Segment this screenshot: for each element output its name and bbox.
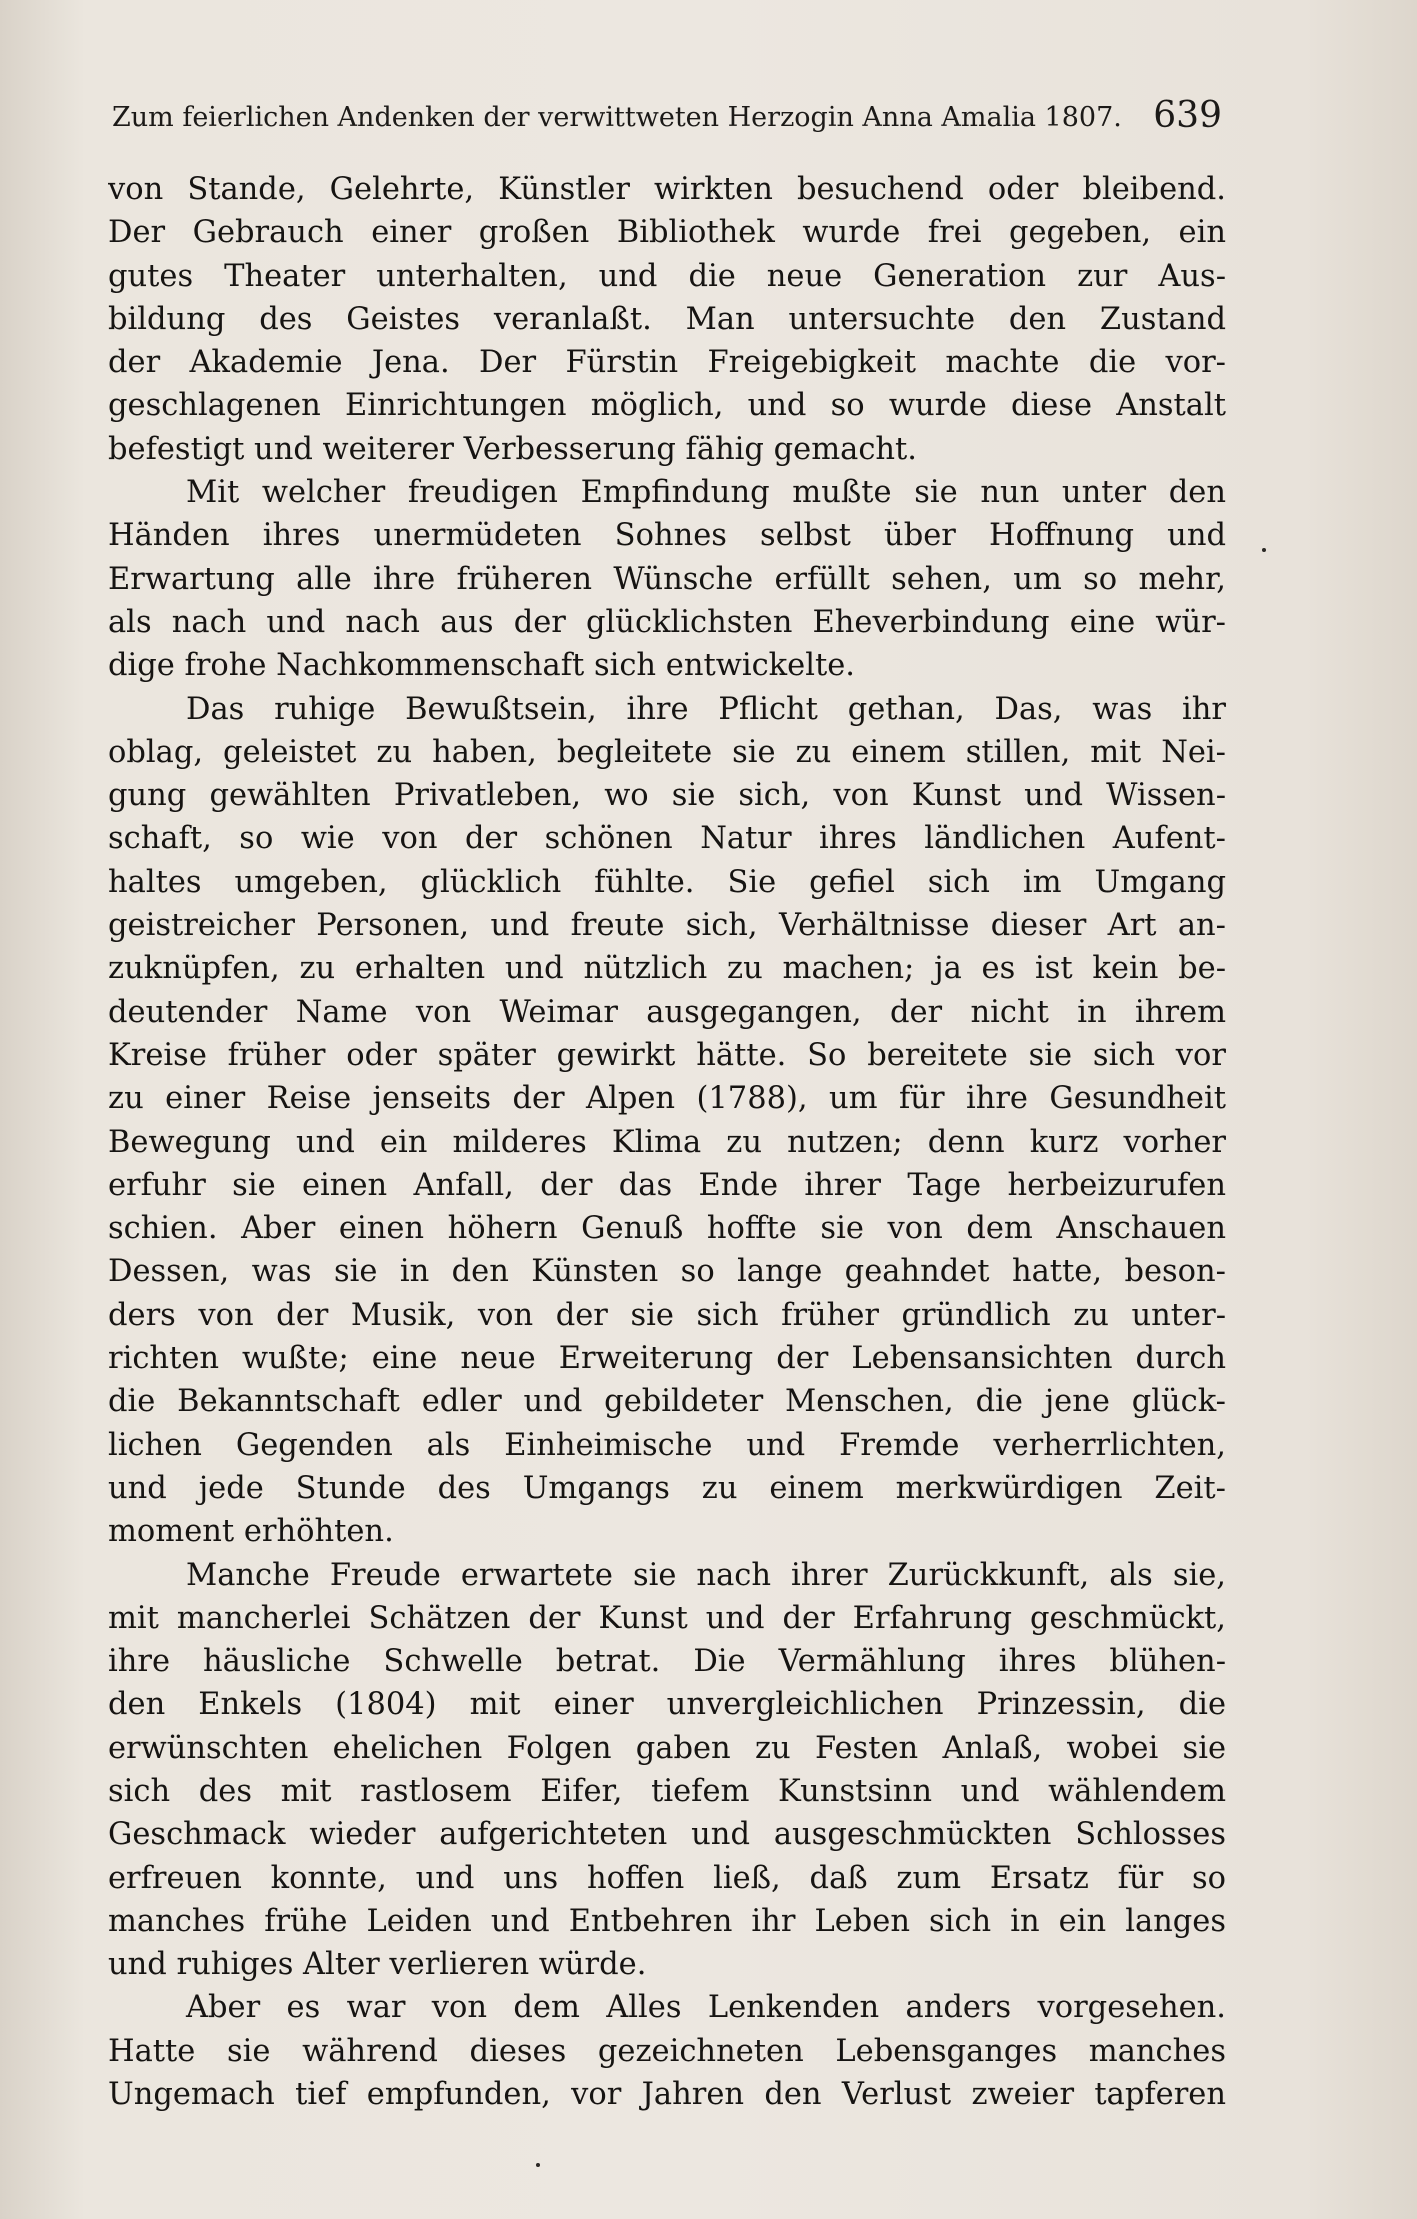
text-line: erwünschten ehelichen Folgen gaben zu Festen Anlaß, wobei sie (108, 1730, 1226, 1766)
text-line: oblag, geleistet zu haben, begleitete sie zu einem stillen, mit Nei- (108, 734, 1226, 770)
text-line: zuknüpfen, zu erhalten und nützlich zu machen; ja es ist kein be- (108, 951, 1226, 987)
text-line: erfreuen konnte, und uns hoffen ließ, daß zum Ersatz für so (108, 1860, 1226, 1896)
text-line: mit mancherlei Schätzen der Kunst und der Erfahrung geschmückt, (108, 1600, 1226, 1636)
text-line: lichen Gegenden als Einheimische und Fremde verherrlichten, (108, 1427, 1226, 1463)
text-line: Händen ihres unermüdeten Sohnes selbst über Hoffnung und (108, 518, 1226, 554)
text-line: haltes umgeben, glücklich fühlte. Sie gefiel sich im Umgang (108, 864, 1226, 900)
text-line: dige frohe Nachkommenschaft sich entwickelte. (108, 648, 855, 684)
text-line: der Akademie Jena. Der Fürstin Freigebigkeit machte die vor- (108, 345, 1226, 381)
text-line: die Bekanntschaft edler und gebildeter Menschen, die jene glück- (108, 1384, 1226, 1420)
text-line: ders von der Musik, von der sie sich früher gründlich zu unter- (108, 1297, 1226, 1333)
text-line: schien. Aber einen höhern Genuß hoffte sie von dem Anschauen (108, 1211, 1226, 1247)
text-line: Mit welcher freudigen Empfindung mußte sie nun unter den (186, 475, 1226, 511)
text-line: erfuhr sie einen Anfall, der das Ende ihrer Tage herbeizurufen (108, 1167, 1226, 1203)
text-line: manches frühe Leiden und Entbehren ihr Leben sich in ein langes (108, 1903, 1226, 1939)
page-number: 639 (1153, 95, 1222, 136)
text-line: Hatte sie während dieses gezeichneten Lebensganges manches (108, 2033, 1226, 2069)
text-line: bildung des Geistes veranlaßt. Man untersuchte den Zustand (108, 301, 1226, 337)
text-line: und ruhiges Alter verlieren würde. (108, 1947, 647, 1983)
text-line: befestigt und weiterer Verbesserung fähig gemacht. (108, 431, 917, 467)
text-line: Aber es war von dem Alles Lenkenden anders vorgesehen. (186, 1990, 1226, 2026)
text-line: moment erhöhten. (108, 1514, 394, 1550)
running-title: Zum feierlichen Andenken der verwittweten Herzogin Anna Amalia 1807. (112, 102, 1122, 133)
text-line: als nach und nach aus der glücklichsten Eheverbindung eine wür- (108, 604, 1226, 640)
text-line: den Enkels (1804) mit einer unvergleichlichen Prinzessin, die (108, 1687, 1226, 1723)
text-line: Ungemach tief empfunden, vor Jahren den Verlust zweier tapferen (108, 2077, 1226, 2113)
text-line: Kreise früher oder später gewirkt hätte. So bereitete sie sich vor (108, 1037, 1226, 1073)
text-line: deutender Name von Weimar ausgegangen, der nicht in ihrem (108, 994, 1226, 1030)
text-line: Das ruhige Bewußtsein, ihre Pflicht gethan, Das, was ihr (186, 691, 1226, 727)
paragraph (108, 168, 1226, 471)
paper-speck (536, 2163, 540, 2167)
text-line: Dessen, was sie in den Künsten so lange geahndet hatte, beson- (108, 1254, 1226, 1290)
text-line: von Stande, Gelehrte, Künstler wirkten besuchend oder bleibend. (108, 172, 1226, 207)
paragraph (108, 471, 1226, 687)
paragraph (108, 688, 1226, 1554)
text-line: Bewegung und ein milderes Klima zu nutzen; denn kurz vorher (108, 1124, 1226, 1160)
text-line: Erwartung alle ihre früheren Wünsche erfüllt sehen, um so mehr, (108, 561, 1226, 597)
text-line: gung gewählten Privatleben, wo sie sich, von Kunst und Wissen- (108, 778, 1226, 814)
text-line: richten wußte; eine neue Erweiterung der Lebensansichten durch (108, 1341, 1226, 1377)
text-line: zu einer Reise jenseits der Alpen (1788), um für ihre Gesundheit (108, 1081, 1226, 1117)
paragraph (108, 1986, 1226, 2116)
paragraph (108, 1554, 1226, 1987)
text-line: Der Gebrauch einer großen Bibliothek wurde frei gegeben, ein (108, 215, 1226, 251)
text-line: gutes Theater unterhalten, und die neue Generation zur Aus- (108, 258, 1226, 294)
text-line: geistreicher Personen, und freute sich, Verhältnisse dieser Art an- (108, 908, 1226, 944)
text-line: ihre häusliche Schwelle betrat. Die Vermählung ihres blühen- (108, 1644, 1226, 1680)
text-line: sich des mit rastlosem Eifer, tiefem Kunstsinn und wählendem (108, 1773, 1226, 1809)
text-line: Manche Freude erwartete sie nach ihrer Zurückkunft, als sie, (186, 1557, 1226, 1593)
text-line: Geschmack wieder aufgerichteten und ausgeschmückten Schlosses (108, 1817, 1226, 1853)
paper-speck (1262, 548, 1266, 552)
body-text (108, 168, 1226, 2128)
text-line: und jede Stunde des Umgangs zu einem merkwürdigen Zeit- (108, 1470, 1226, 1506)
text-line: schaft, so wie von der schönen Natur ihres ländlichen Aufent- (108, 821, 1226, 857)
page-header (112, 88, 1222, 148)
text-line: geschlagenen Einrichtungen möglich, und so wurde diese Anstalt (108, 388, 1226, 424)
